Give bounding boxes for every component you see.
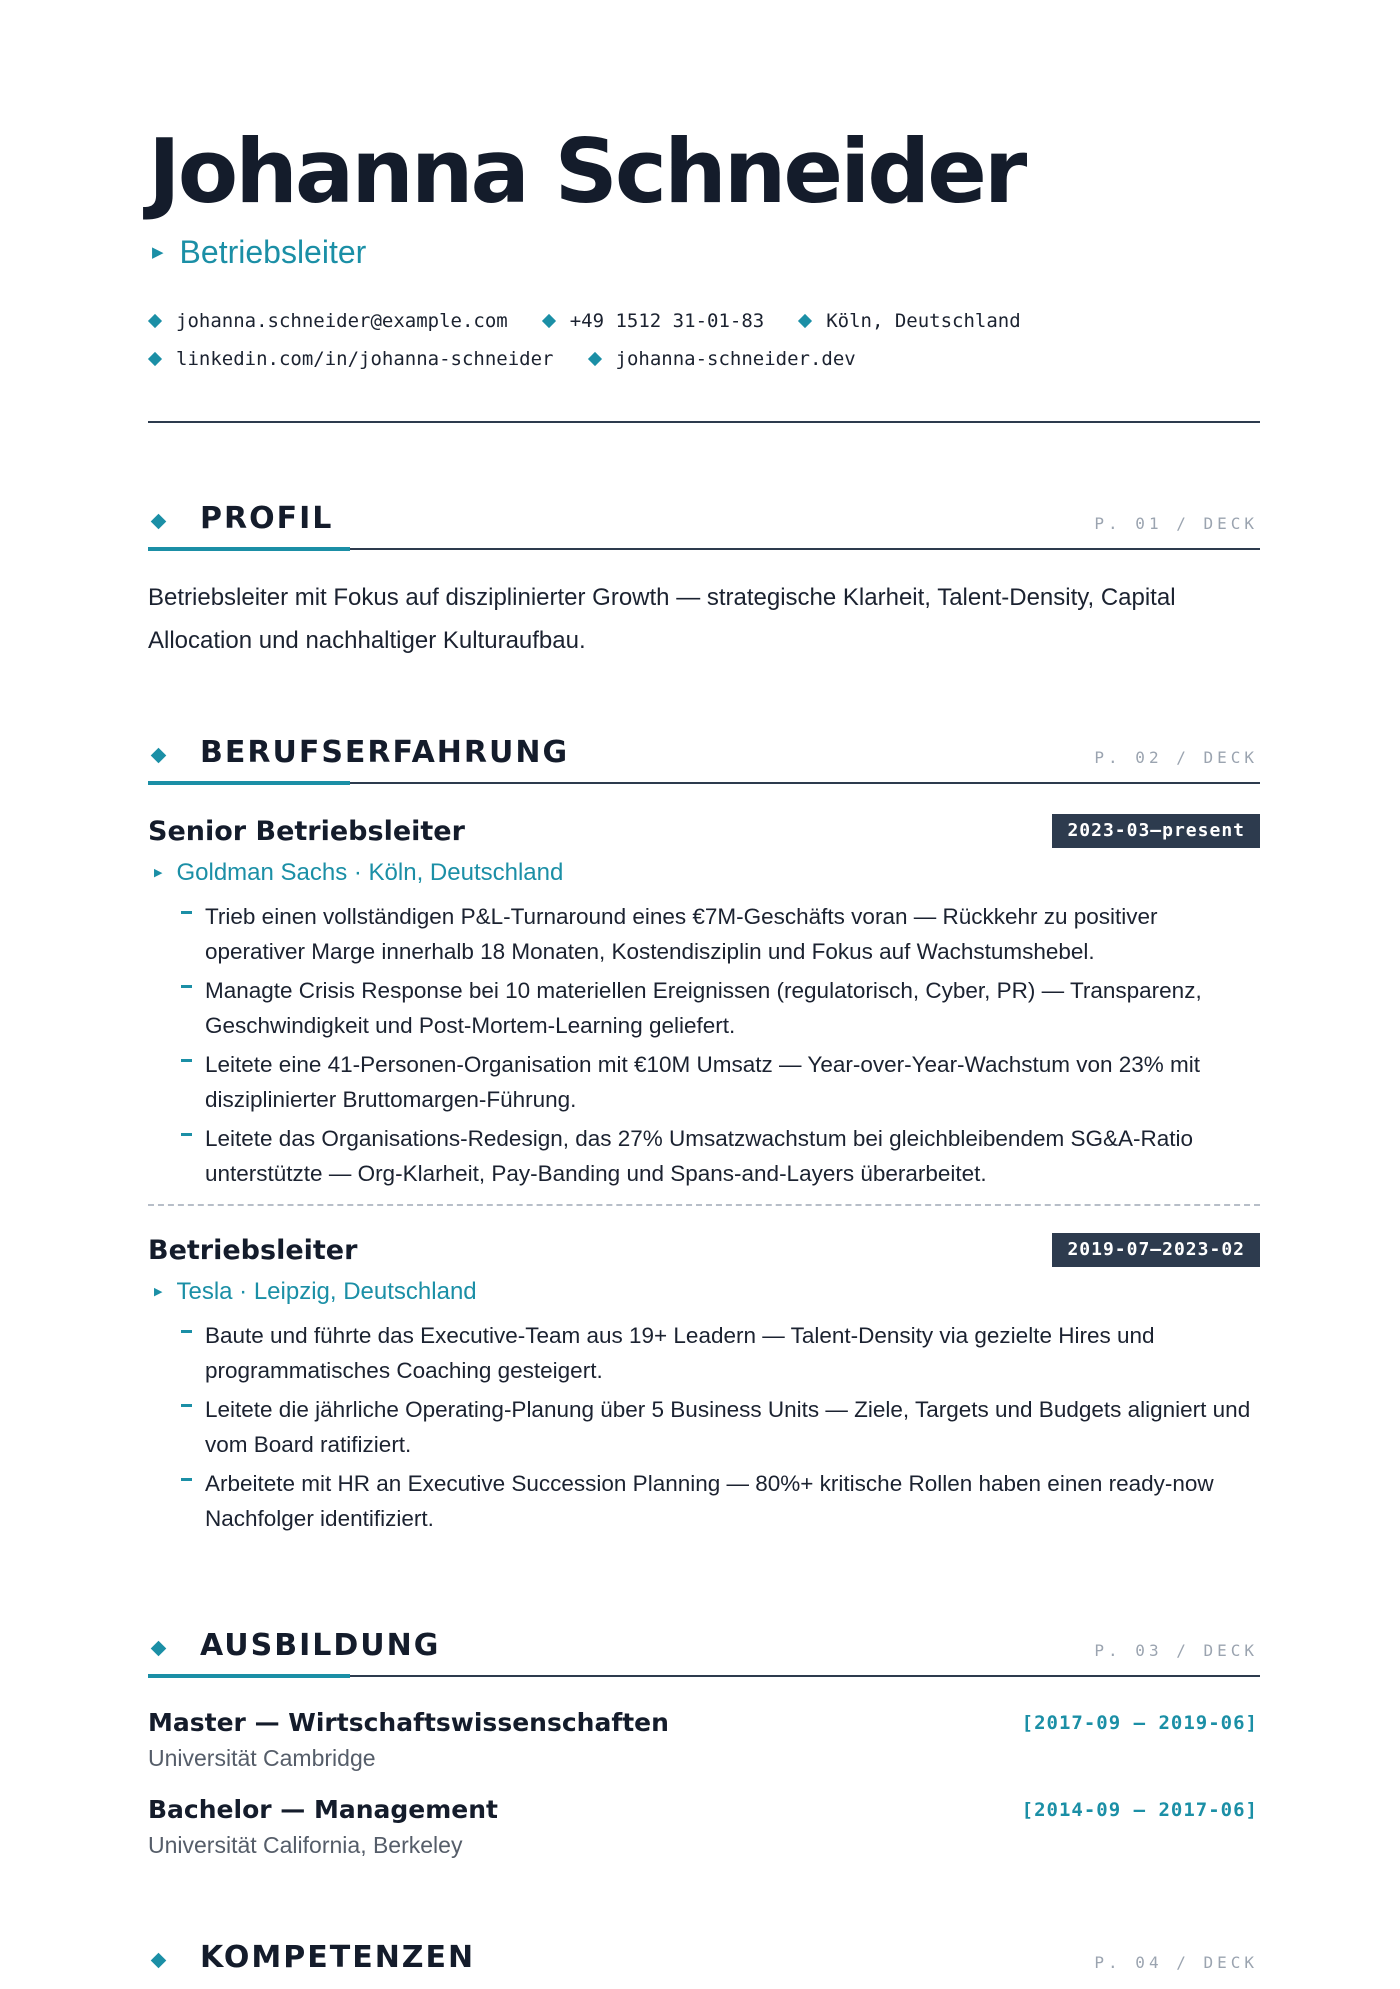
contact-email[interactable]: johanna.schneider@example.com bbox=[150, 310, 508, 332]
section-title: KOMPETENZEN bbox=[200, 1940, 476, 1975]
section-accent bbox=[148, 547, 350, 551]
triangle-icon: ▶ bbox=[154, 1285, 163, 1298]
education-entry bbox=[148, 1710, 1260, 1770]
section-tag: P. 04 / DECK bbox=[1094, 1953, 1258, 1972]
dash-icon bbox=[181, 985, 192, 988]
diamond-icon bbox=[151, 748, 167, 764]
education-degree: Master — Wirtschaftswissenschaften bbox=[148, 1708, 669, 1737]
role-label: Betriebsleiter bbox=[179, 234, 367, 270]
list-item: Trieb einen vollständigen P&L-Turnaround eines €7M-Geschäfts voran — Rückkehr zu positiver operativer Marge innerhalb 18 Monaten, Kostendisziplin und Fokus auf Wachstumshebel. bbox=[148, 899, 1260, 969]
diamond-icon bbox=[148, 352, 162, 366]
contact-list bbox=[150, 302, 1057, 378]
job-title: Senior Betriebsleiter bbox=[148, 816, 465, 847]
job-company: ▶ Tesla · Leipzig, Deutschland bbox=[154, 1278, 477, 1305]
job-company: ▶ Goldman Sachs · Köln, Deutschland bbox=[154, 859, 564, 886]
section-heading-kompetenzen bbox=[148, 1929, 1260, 1989]
diamond-icon bbox=[151, 514, 167, 530]
education-school: Universität California, Berkeley bbox=[148, 1832, 463, 1858]
dash-icon bbox=[181, 1404, 192, 1407]
candidate-name: Johanna Schneider bbox=[148, 120, 1025, 223]
section-accent bbox=[148, 781, 350, 785]
job-title: Betriebsleiter bbox=[148, 1235, 358, 1266]
job-separator bbox=[148, 1204, 1260, 1206]
list-item: Arbeitete mit HR an Executive Succession Planning — 80%+ kritische Rollen haben einen ready-now Nachfolger identifiziert. bbox=[148, 1466, 1260, 1536]
education-entry bbox=[148, 1797, 1260, 1857]
header-divider bbox=[148, 421, 1260, 423]
dash-icon bbox=[181, 1478, 192, 1481]
section-tag: P. 01 / DECK bbox=[1094, 514, 1258, 533]
date-badge: 2019-07—2023-02 bbox=[1052, 1233, 1260, 1267]
job-bullets bbox=[148, 899, 1260, 1191]
section-heading-profil bbox=[148, 490, 1260, 550]
dash-icon bbox=[181, 1059, 192, 1062]
education-school: Universität Cambridge bbox=[148, 1745, 376, 1771]
list-item: Leitete das Organisations-Redesign, das 27% Umsatzwachstum bei gleichbleibendem SG&A-Ratio unterstützte — Org-Klarheit, Pay-Banding und Spans-and-Layers überarbeitet. bbox=[148, 1121, 1260, 1191]
date-badge: 2023-03—present bbox=[1052, 814, 1260, 848]
diamond-icon bbox=[798, 314, 812, 328]
profile-summary: Betriebsleiter mit Fokus auf disziplinierter Growth — strategische Klarheit, Talent-Density, Capital Allocation und nachhaltiger Kulturaufbau. bbox=[148, 584, 1176, 654]
contact-row bbox=[150, 302, 1057, 340]
education-dates: [2014-09 – 2017-06] bbox=[1021, 1799, 1258, 1821]
contact-phone[interactable]: +49 1512 31-01-83 bbox=[544, 310, 764, 332]
diamond-icon bbox=[151, 1641, 167, 1657]
education-dates: [2017-09 – 2019-06] bbox=[1021, 1712, 1258, 1734]
education-degree: Bachelor — Management bbox=[148, 1795, 498, 1824]
section-heading-erfahrung bbox=[148, 724, 1260, 784]
triangle-icon: ▶ bbox=[152, 243, 164, 261]
contact-website[interactable]: johanna-schneider.dev bbox=[590, 348, 856, 370]
dash-icon bbox=[181, 911, 192, 914]
dash-icon bbox=[181, 1330, 192, 1333]
job-entry bbox=[148, 818, 1260, 1195]
section-heading-ausbildung bbox=[148, 1617, 1260, 1677]
contact-location: Köln, Deutschland bbox=[800, 310, 1020, 332]
list-item: Leitete eine 41-Personen-Organisation mit €10M Umsatz — Year-over-Year-Wachstum von 23% mit disziplinierter Bruttomargen-Führung. bbox=[148, 1047, 1260, 1117]
dash-icon bbox=[181, 1133, 192, 1136]
section-title: BERUFSERFAHRUNG bbox=[200, 735, 570, 770]
diamond-icon bbox=[148, 314, 162, 328]
section-accent bbox=[148, 1674, 350, 1678]
triangle-icon: ▶ bbox=[154, 866, 163, 879]
job-entry bbox=[148, 1237, 1260, 1540]
section-title: PROFIL bbox=[200, 501, 334, 536]
job-bullets bbox=[148, 1318, 1260, 1536]
list-item: Baute und führte das Executive-Team aus 19+ Leadern — Talent-Density via gezielte Hires und programmatisches Coaching gesteigert. bbox=[148, 1318, 1260, 1388]
section-tag: P. 02 / DECK bbox=[1094, 748, 1258, 767]
diamond-icon bbox=[151, 1953, 167, 1969]
section-tag: P. 03 / DECK bbox=[1094, 1641, 1258, 1660]
diamond-icon bbox=[542, 314, 556, 328]
list-item: Managte Crisis Response bei 10 materiellen Ereignissen (regulatorisch, Cyber, PR) — Transparenz, Geschwindigkeit und Post-Mortem-Learning geliefert. bbox=[148, 973, 1260, 1043]
contact-row bbox=[150, 340, 1057, 378]
diamond-icon bbox=[587, 352, 601, 366]
contact-linkedin[interactable]: linkedin.com/in/johanna-schneider bbox=[150, 348, 554, 370]
list-item: Leitete die jährliche Operating-Planung über 5 Business Units — Ziele, Targets und Budgets aligniert und vom Board ratifiziert. bbox=[148, 1392, 1260, 1462]
section-title: AUSBILDUNG bbox=[200, 1628, 441, 1663]
candidate-role bbox=[152, 236, 366, 268]
